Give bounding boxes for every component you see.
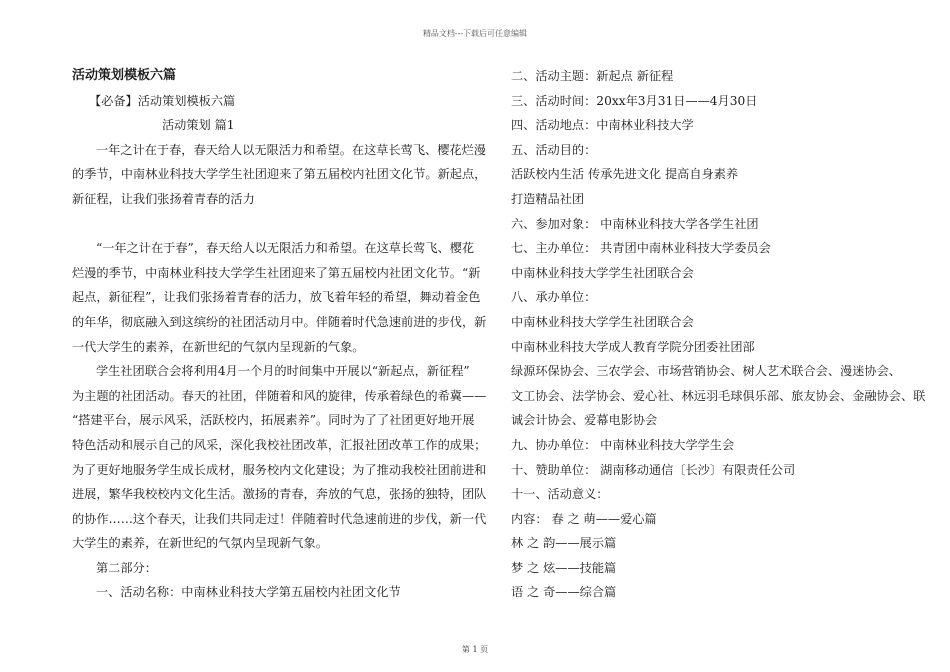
list-item: 内容： 春 之 萌——爱心篇 bbox=[511, 511, 657, 526]
paragraph-line: 的协作……这个春天，让我们共同走过！伴随着时代急速前进的步伐，新一代 bbox=[72, 511, 487, 526]
list-item: 三、活动时间：20xx年3月31日——4月30日 bbox=[511, 93, 758, 108]
paragraph-line: 一、活动名称：中南林业科技大学第五届校内社团文化节 bbox=[96, 585, 401, 600]
list-item: 八、承办单位： bbox=[511, 290, 597, 305]
paragraph-line: 第二部分： bbox=[96, 560, 157, 575]
document-subtitle: 【必备】活动策划模板六篇 bbox=[89, 93, 236, 108]
paragraph-line: 学生社团联合会将利用4月一个月的时间集中开展以“新起点，新征程” bbox=[96, 364, 470, 379]
list-item: 中南林业科技大学学生社团联合会 bbox=[511, 314, 694, 329]
blank-line bbox=[72, 212, 464, 237]
list-item: 六、参加对象： 中南林业科技大学各学生社团 bbox=[511, 216, 759, 231]
paragraph-line: “搭建平台，展示风采，活跃校内，拓展素养”。同时为了了社团更好地开展 bbox=[72, 413, 475, 428]
paragraph-line: 为了更好地服务学生成长成材，服务校内文化建设；为了推动我校社团前进和 bbox=[72, 462, 487, 477]
page-footer: 第 1 页 bbox=[461, 645, 489, 654]
list-item: 林 之 韵——展示篇 bbox=[511, 536, 617, 551]
list-item: 二、活动主题：新起点 新征程 bbox=[511, 69, 674, 83]
paragraph-line: 的年华，彻底融入到这缤纷的社团活动月中。伴随着时代急速前进的步伐，新 bbox=[72, 314, 487, 329]
paragraph-line: 特色活动和展示自己的风采，深化我校社团改革，汇报社团改革工作的成果； bbox=[72, 437, 487, 452]
list-item: 五、活动目的： bbox=[511, 142, 597, 157]
paragraph-line: 为主题的社团活动。春天的社团，伴随着和风的旋律，传承着绿色的希冀—— bbox=[72, 388, 487, 403]
list-item: 诚会计协会、爱幕电影协会 bbox=[511, 413, 658, 428]
document-title: 活动策划模板六篇 bbox=[72, 68, 177, 83]
section-heading: 活动策划 篇1 bbox=[162, 118, 235, 133]
list-item: 打造精品社团 bbox=[511, 191, 585, 206]
list-item: 中南林业科技大学学生社团联合会 bbox=[511, 265, 694, 280]
paragraph-line: 烂漫的季节，中南林业科技大学学生社团迎来了第五届校内社团文化节。“新 bbox=[72, 265, 481, 280]
paragraph-line: 起点，新征程”，让我们张扬着青春的活力，放飞着年轻的希望，舞动着金色 bbox=[72, 290, 481, 305]
list-item: 绿源环保协会、三农学会、市场营销协会、树人艺术联合会、漫迷协会、 bbox=[511, 364, 901, 379]
list-item: 活跃校内生活 传承先进文化 提高自身素养 bbox=[511, 167, 739, 182]
right-column bbox=[511, 64, 926, 605]
list-item: 文工协会、法学协会、爱心社、林远羽毛球俱乐部、旅友协会、金融协会、联 bbox=[511, 388, 926, 403]
paragraph-line: 一年之计在于春，春天给人以无限活力和希望。在这草长莺飞、樱花烂漫 bbox=[96, 142, 486, 157]
list-item: 七、主办单位： 共青团中南林业科技大学委员会 bbox=[511, 241, 771, 256]
list-item: 十、赞助单位： 湖南移动通信〔长沙〕有限责任公司 bbox=[511, 462, 796, 477]
paragraph-line: 进展，繁华我校校内文化生活。激扬的青春，奔放的气息，张扬的独特，团队 bbox=[72, 487, 487, 502]
list-item: 语 之 奇——综合篇 bbox=[511, 585, 617, 600]
list-item: 中南林业科技大学成人教育学院分团委社团部 bbox=[511, 339, 755, 354]
list-item: 十一、活动意义： bbox=[511, 487, 609, 502]
paragraph-line: 大学生的素养，在新世纪的气氛内呈现新气象。 bbox=[72, 536, 328, 551]
list-item: 梦 之 炫——技能篇 bbox=[511, 560, 617, 575]
paragraph-line: 的季节，中南林业科技大学学生社团迎来了第五届校内社团文化节。新起点， bbox=[72, 167, 487, 182]
list-item: 四、活动地点：中南林业科技大学 bbox=[511, 118, 694, 133]
page-header: 精品文档---下载后可任意编辑 bbox=[422, 29, 528, 38]
paragraph-line: “一年之计在于春”，春天给人以无限活力和希望。在这草长莺飞、樱花 bbox=[96, 241, 475, 256]
paragraph-line: 新征程，让我们张扬着青春的活力 bbox=[72, 191, 255, 206]
list-item: 九、协办单位： 中南林业科技大学学生会 bbox=[511, 437, 735, 452]
left-column bbox=[72, 64, 487, 605]
paragraph-line: 一代大学生的素养，在新世纪的气氛内呈现新的气象。 bbox=[72, 339, 365, 354]
